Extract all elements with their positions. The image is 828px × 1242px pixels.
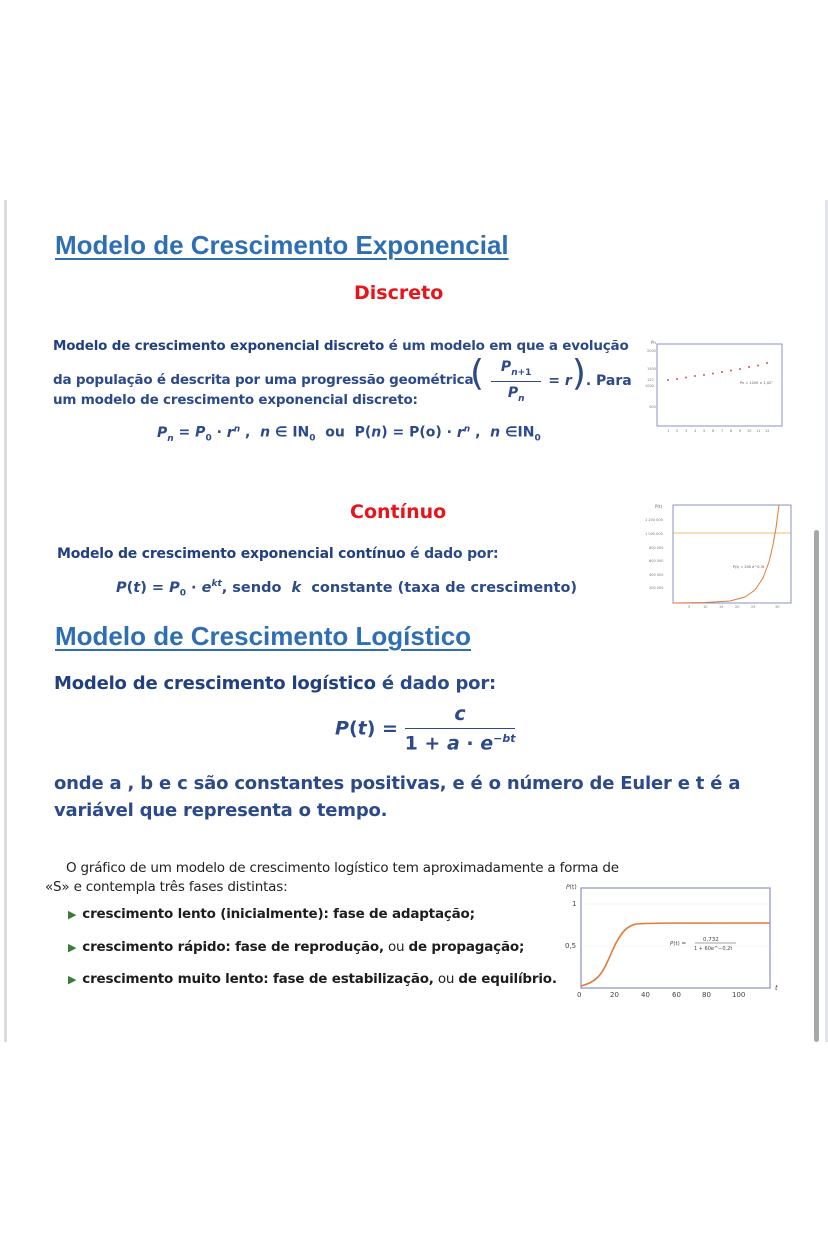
svg-text:3: 3: [685, 429, 688, 433]
svg-text:12: 12: [765, 429, 770, 433]
svg-text:10: 10: [703, 605, 708, 609]
svg-text:9: 9: [739, 429, 742, 433]
graph-text-line1: O gráfico de um modelo de crescimento logístico tem aproximadamente a forma de: [66, 860, 619, 876]
triangle-bullet-icon: ▶: [68, 908, 77, 921]
svg-text:80: 80: [702, 991, 711, 999]
svg-text:200 000: 200 000: [649, 586, 664, 590]
svg-text:25: 25: [751, 605, 756, 609]
svg-text:600 000: 600 000: [649, 559, 664, 563]
discrete-line3: um modelo de crescimento exponencial discreto:: [53, 392, 418, 408]
svg-text:0,732: 0,732: [703, 937, 719, 943]
logistic-title: Modelo de Crescimento Logístico: [55, 621, 472, 651]
svg-text:P(t) = 200 e^0,3t: P(t) = 200 e^0,3t: [733, 565, 765, 569]
svg-text:2000: 2000: [647, 349, 656, 353]
triangle-bullet-icon: ▶: [68, 973, 77, 986]
svg-text:1: 1: [667, 429, 670, 433]
svg-text:1 + 60e^−0,2t: 1 + 60e^−0,2t: [694, 946, 733, 952]
discrete-line1: Modelo de crescimento exponencial discreto é um modelo em que a evolução: [53, 338, 629, 354]
scrollbar[interactable]: [814, 530, 819, 1042]
phase-item: ▶ crescimento lento (inicialmente): fase de adaptação;: [68, 906, 475, 922]
svg-text:30: 30: [775, 605, 780, 609]
continuous-heading: Contínuo: [350, 501, 447, 523]
svg-text:P(t) =: P(t) =: [670, 941, 687, 947]
svg-text:P(t): P(t): [566, 884, 577, 891]
continuous-formula: $P(t) = P_0 \cdot e^{kt}$, sendo k constante (taxa de crescimento): [116, 579, 578, 599]
svg-text:40: 40: [641, 991, 650, 999]
svg-text:1500: 1500: [647, 367, 656, 371]
svg-text:7: 7: [721, 429, 724, 433]
svg-text:t: t: [775, 984, 778, 992]
svg-text:6: 6: [712, 429, 715, 433]
triangle-bullet-icon: ▶: [68, 941, 77, 954]
svg-text:800 000: 800 000: [649, 546, 664, 550]
svg-text:1 200 000: 1 200 000: [645, 518, 663, 522]
phase-item: ▶ crescimento rápido: fase de reprodução, ou de propagação;: [68, 939, 525, 955]
svg-text:4: 4: [694, 429, 697, 433]
discrete-bold-term: Modelo de crescimento exponencial discreto: [53, 338, 385, 354]
discrete-heading: Discreto: [354, 282, 444, 304]
phase-item: ▶ crescimento muito lento: fase de estabilização, ou de equilíbrio.: [68, 971, 557, 987]
logistic-desc-line1: onde a , b e c são constantes positivas, e é o número de Euler e t é a: [54, 773, 741, 794]
svg-text:5: 5: [688, 605, 691, 609]
exponential-title: Modelo de Crescimento Exponencial: [55, 230, 509, 260]
graph-text-line2: «S» e contempla três fases distintas:: [45, 879, 288, 895]
svg-text:Pn: Pn: [651, 340, 656, 345]
logistic-growth-chart: [560, 880, 785, 1005]
discrete-growth-chart: [645, 338, 795, 433]
svg-text:2: 2: [676, 429, 679, 433]
logistic-formula: P(t) = $\frac{c}{1 + a \cdot e^{-bt}}$: [335, 703, 516, 755]
svg-text:1000: 1000: [645, 384, 654, 388]
svg-text:120: 120: [647, 378, 654, 382]
ratio-formula: ( $\frac{P_{n+1}}{P_n}$ = r). Para: [470, 353, 632, 404]
logistic-desc-line2: variável que representa o tempo.: [54, 800, 388, 821]
svg-text:1 000 000: 1 000 000: [645, 532, 663, 536]
svg-text:5: 5: [703, 429, 706, 433]
logistic-intro: Modelo de crescimento logístico é dado por:: [54, 673, 496, 694]
svg-text:60: 60: [672, 991, 681, 999]
svg-text:20: 20: [735, 605, 740, 609]
svg-text:15: 15: [719, 605, 724, 609]
logistic-bold-term: Modelo de crescimento logístico: [54, 673, 376, 694]
continuous-growth-chart: [635, 500, 795, 610]
svg-text:0: 0: [577, 991, 582, 999]
svg-text:500: 500: [649, 405, 656, 409]
svg-text:20: 20: [610, 991, 619, 999]
svg-text:1: 1: [572, 900, 577, 908]
svg-text:100: 100: [732, 991, 746, 999]
svg-text:0,5: 0,5: [565, 942, 577, 950]
discrete-formula: $P_n = P_0 \cdot r^n$ , n ∈ $IN_0$ ou $P(n) = P(o) \cdot r^n$ , n $\in IN_0$: [157, 424, 541, 444]
svg-text:11: 11: [756, 429, 761, 433]
svg-text:Pn = 1200 × 1,02ⁿ: Pn = 1200 × 1,02ⁿ: [740, 381, 773, 385]
svg-text:400 000: 400 000: [649, 573, 664, 577]
svg-text:10: 10: [747, 429, 752, 433]
discrete-line2: da população é descrita por uma progressão geométrica: [53, 372, 474, 388]
svg-text:P(t): P(t): [655, 504, 663, 509]
svg-text:8: 8: [730, 429, 733, 433]
continuous-line1: Modelo de crescimento exponencial contínuo é dado por:: [57, 546, 499, 562]
continuous-bold-term: Modelo de crescimento exponencial contínuo: [57, 546, 406, 562]
